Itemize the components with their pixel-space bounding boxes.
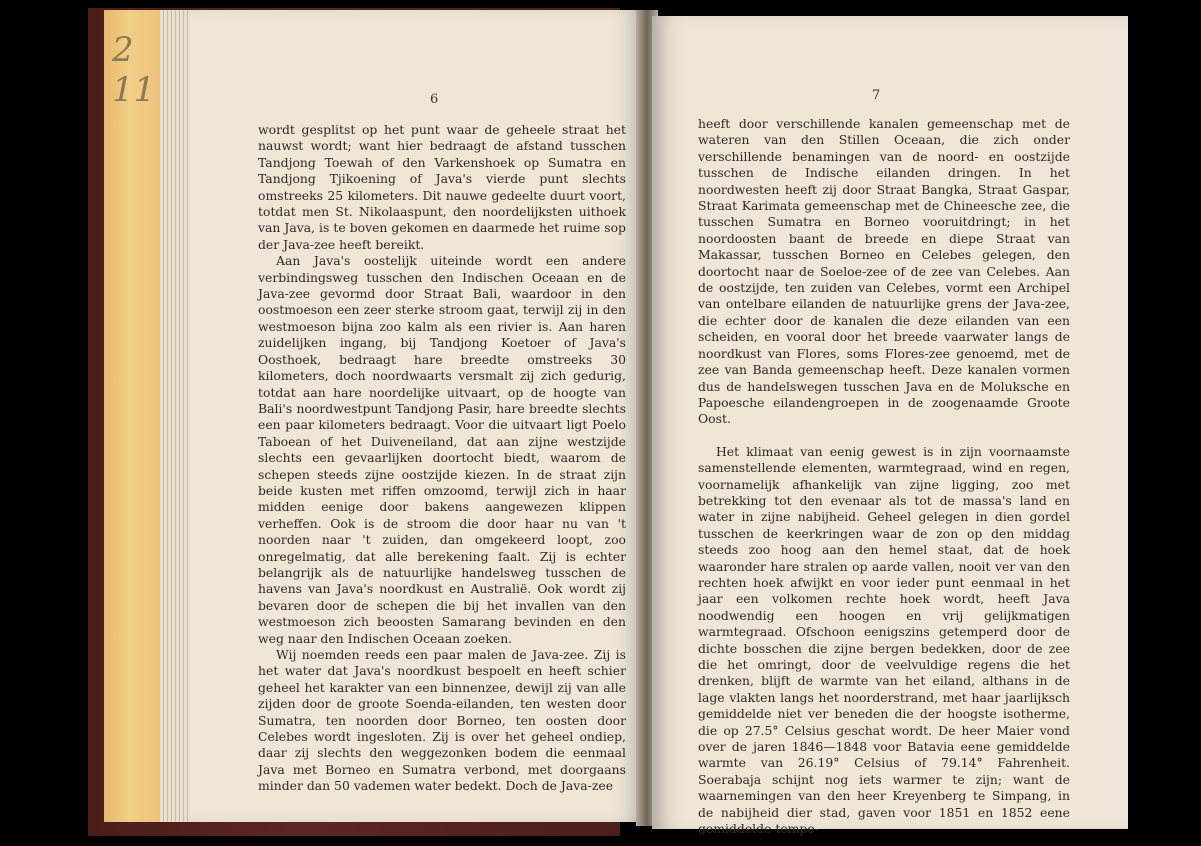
right-page [652,16,1128,837]
paragraph: wordt gesplitst op het punt waar de geheele straat het nauwst wordt; want hier bedraagt de afstand tusschen Tandjong Toewah of den Varkenshoek op Sumatra en Tandjong Tjikoening of Java's vierde punt slechts omstreeks 25 kilometers. Dit nauwe gedeelte duurt voort, totdat men St. Nikolaaspunt, den noordelijksten uithoek van Java, is te boven gekomen en daarmede het ruime sop der Java-zee heeft bereikt. [258,122,626,252]
left-page [190,10,642,822]
paragraph: Aan Java's oostelijk uiteinde wordt een andere verbindingsweg tusschen den Indischen Oceaan en de Java-zee gevormd door Straat Bali, waardoor in den oostmoeson een zeer sterke stroom gaat, terwijl zij in den westmoeson bijna zoo kalm als een rivier is. Aan haren zuidelijken ingang, bij Tandjong Koetoer of Java's Oosthoek, bedraagt hare breedte omstreeks 30 kilometers, doch noordwaarts versmalt zij zich gedurig, totdat aan hare noordelijke uitvaart, op de hoogte van Bali's noordwestpunt Tandjong Pasir, hare breedte slechts een paar kilometers bedraagt. Voor die uitvaart ligt Poelo Taboean of het Duiveneiland, dat aan zijne westzijde slechts een gevaarlijken doortocht biedt, waarom de schepen steeds zijne oostzijde kiezen. In de straat zijn beide kusten met riffen omzoomd, terwijl zich in haar midden eenige door bakens aangewezen klippen verheffen. Ook is de stroom die door haar nu van 't noorden naar 't zuiden, dan omgekeerd loopt, zoo onregelmatig, dat alle berekening faalt. Zij is echter belangrijk als de natuurlijke handelsweg tusschen de havens van Java's noordkust en Australië. Ook wordt zij bevaren door de schepen die bij het invallen van den westmoeson zich beoosten Samarang bevinden en den weg naar den Indischen Oceaan zoeken. [258,253,626,646]
right-page-text [698,116,1070,837]
pencil-marking: 2 11 [112,30,156,110]
page-number: 7 [872,88,881,103]
paragraph: Het klimaat van eenig gewest is in zijn voornaamste samenstellende elementen, warmtegraad, wind en regen, voornamelijk afhankelijk van zijne ligging, zoo met betrekking tot den evenaar als tot de massa's land en water in zijne nabijheid. Geheel gelegen in dien gordel tusschen de keerkringen waar de zon op den middag steeds zoo hoog aan den hemel staat, dat de hoek waaronder hare stralen op aarde vallen, nooit ver van den rechten hoek afwijkt en voor ieder punt eenmaal in het jaar een volkomen rechte hoek wordt, heeft Java noodwendig een hoogen en vrij gelijkmatigen warmtegraad. Ofschoon eenigszins getemperd door de dichte bosschen die zijne bergen bedekken, door de zee die het omringt, door de veelvuldige regens die het drenken, blijft de warmte van het eiland, althans in de lage vlakten langs het noorderstrand, met haar jaarlijksch gemiddelde niet ver beneden die der hoogste isotherme, die op 27.5° Celsius geschat wordt. De heer Maier vond over de jaren 1846—1848 voor Batavia eene gemiddelde warmte van 26.19° Celsius of 79.14° Fahrenheit. Soerabaja schijnt nog iets warmer te zijn; want de waarnemingen van den heer Kreyenberg te Simpang, in de nabijheid dier stad, gaven voor 1851 en 1852 eene gemiddelde tempe- [698,443,1070,837]
page-number: 6 [430,92,439,107]
flyleaf [104,10,160,822]
left-page-text [258,122,626,795]
page-edges [160,10,190,822]
paragraph: heeft door verschillende kanalen gemeenschap met de wateren van den Stillen Oceaan, die zich onder verschillende benamingen van de noord- en oostzijde tusschen de Indische eilanden dringen. In het noordwesten heeft zij door Straat Bangka, Straat Gaspar, Straat Karimata gemeenschap met de Chineesche zee, die tusschen Sumatra en Borneo vooruitdringt; in het noordoosten baant de breede en diepe Straat van Makassar, tusschen Borneo en Celebes gelegen, den doortocht naar de Soeloe-zee of de zee van Celebes. Aan de oostzijde, ten zuiden van Celebes, vormt een Archipel van ontelbare eilanden de natuurlijke grens der Java-zee, die echter door de kanalen die deze eilanden van een scheiden, en vooral door het breede vaarwater langs de noordkust van Flores, soms Flores-zee genoemd, met de zee van Banda gemeenschap heeft. Deze kanalen vormen dus de handelswegen tusschen Java en de Moluksche en Papoesche eilandengroepen in de zoogenaamde Groote Oost. [698,116,1070,427]
paragraph: Wij noemden reeds een paar malen de Java-zee. Zij is het water dat Java's noordkust bespoelt en heeft schier geheel het karakter van een binnenzee, dewijl zij van alle zijden door de groote Soenda-eilanden, ten westen door Sumatra, ten noorden door Borneo, ten oosten door Celebes wordt ingesloten. Zij is over het geheel ondiep, daar zij slechts den weggezonken bodem die eenmaal Java met Borneo en Sumatra verbond, met doorgaans minder dan 50 vademen water bedekt. Doch de Java-zee [258,647,626,794]
